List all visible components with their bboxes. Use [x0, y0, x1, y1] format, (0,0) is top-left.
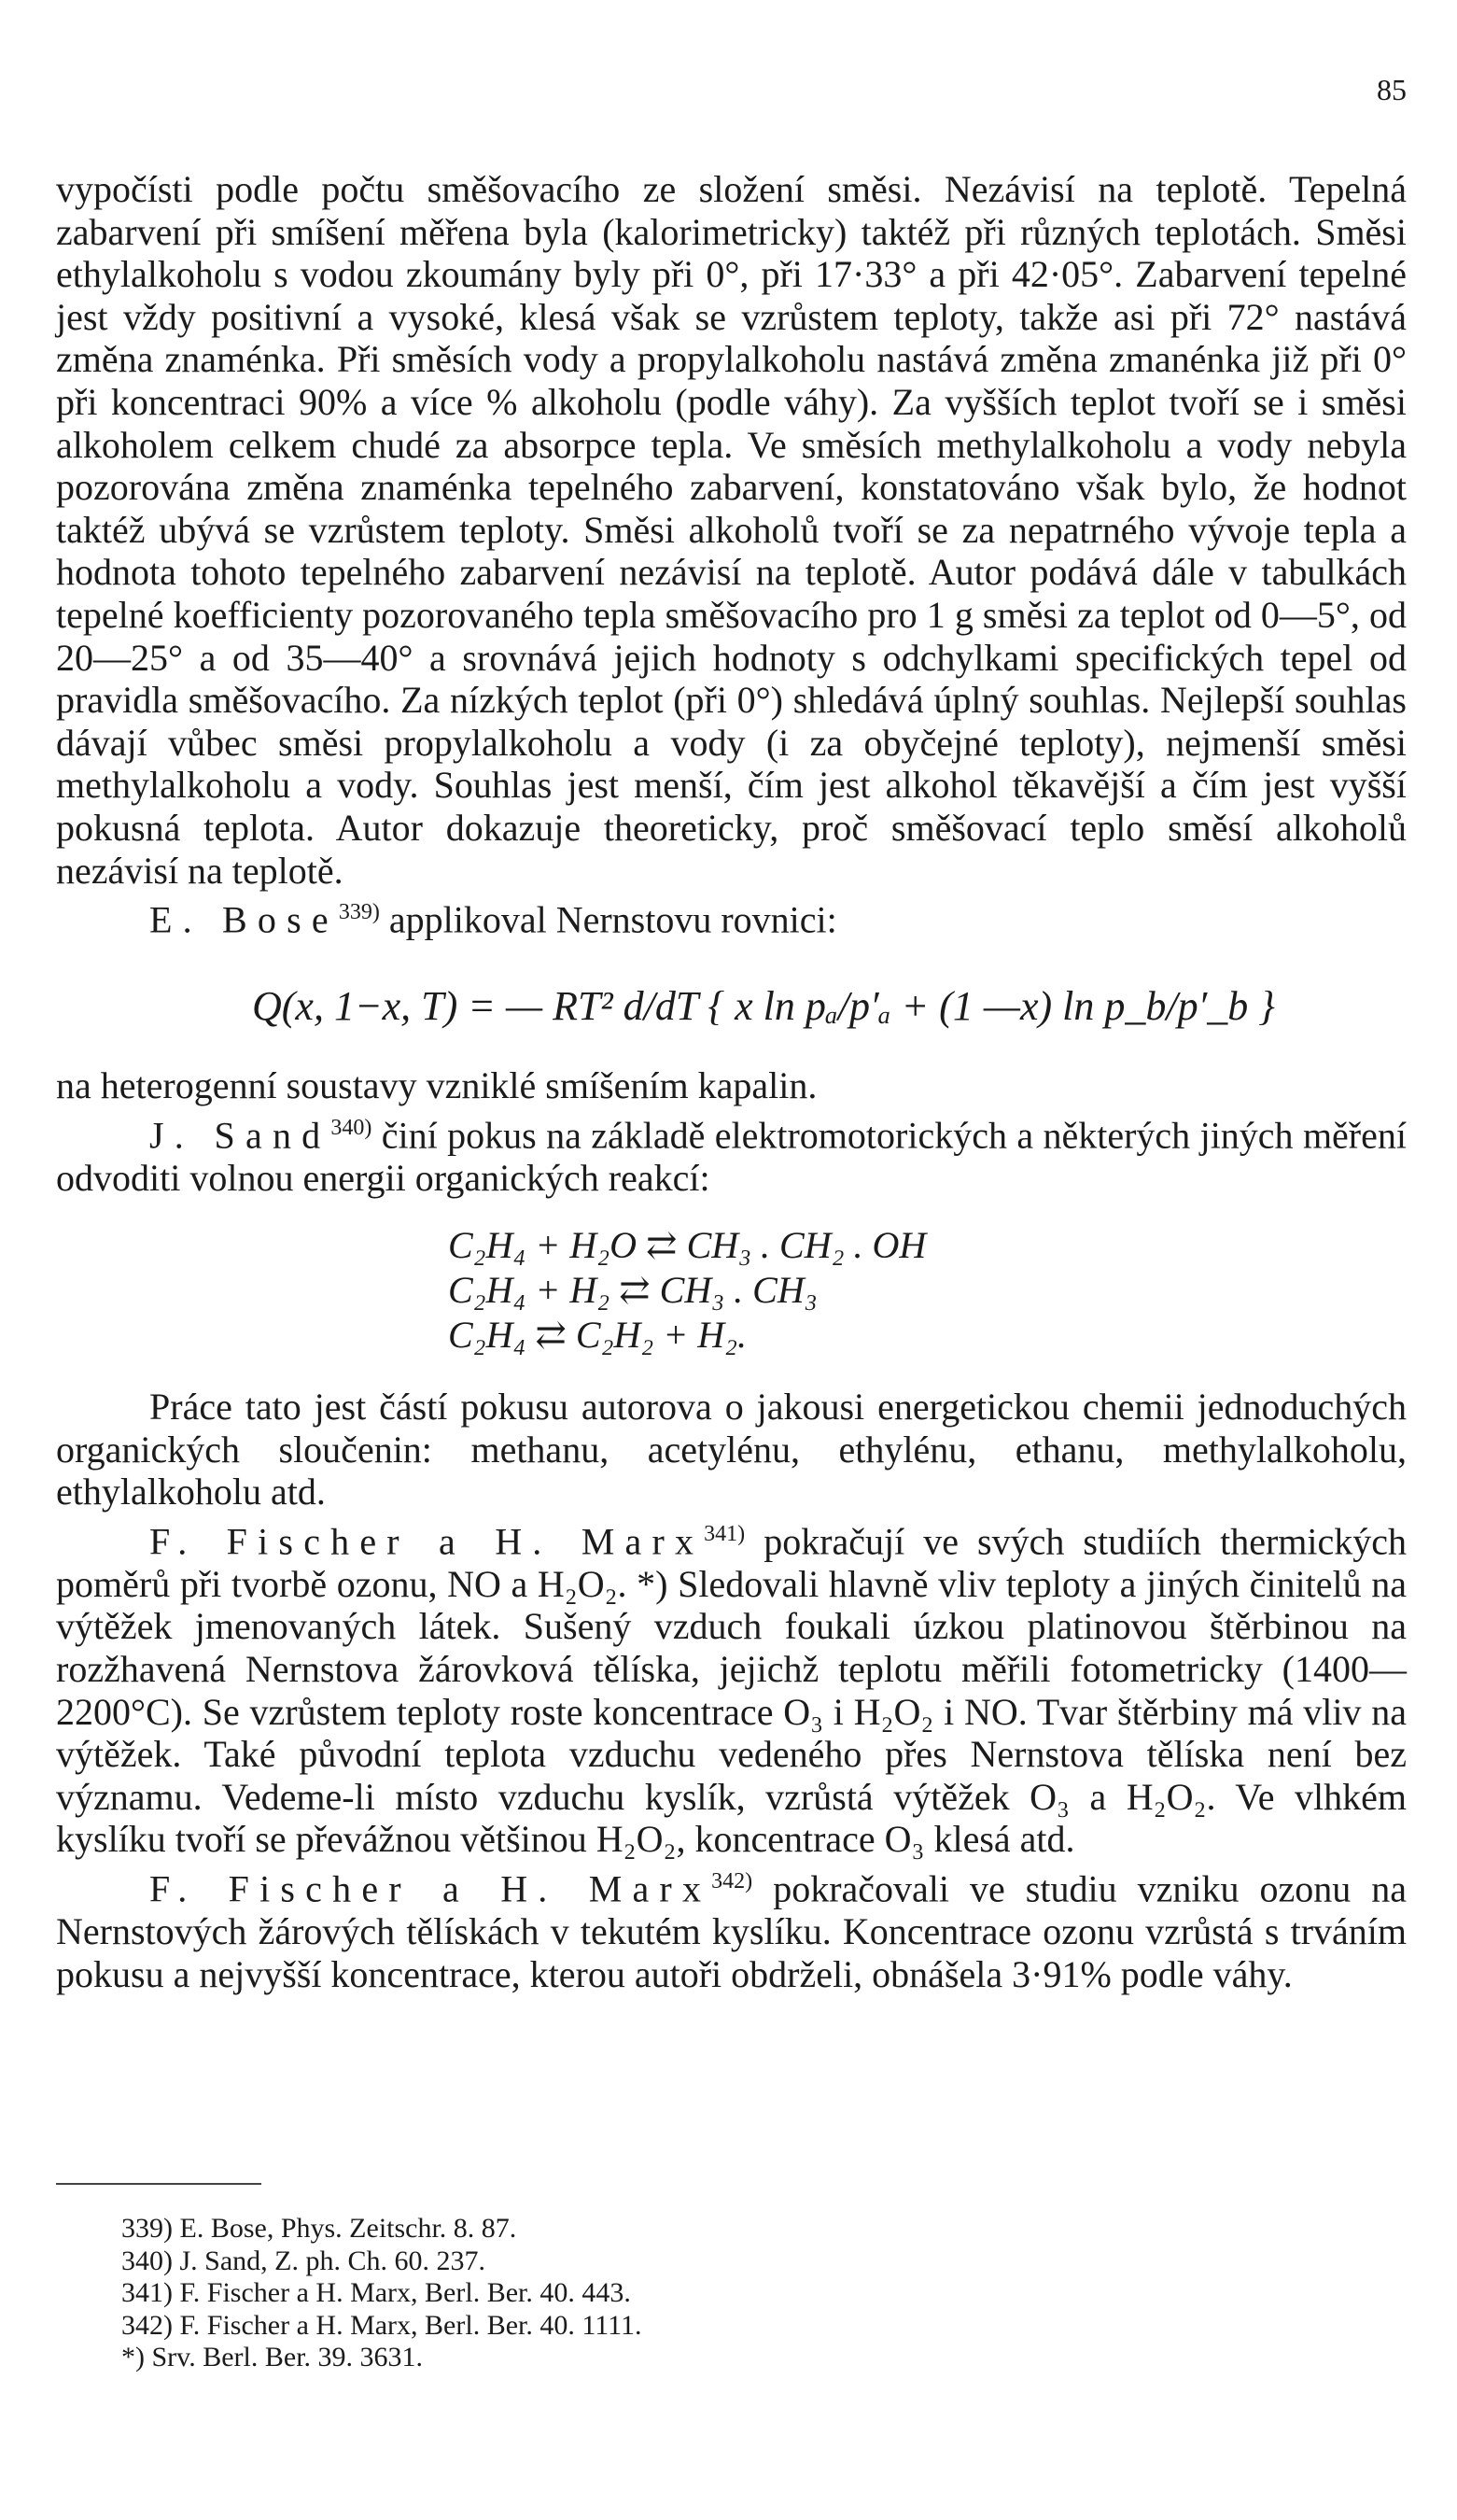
footnote: 341) F. Fischer a H. Marx, Berl. Ber. 40. 443.	[121, 2277, 631, 2308]
paragraph-energetic-chemistry: Práce tato jest částí pokusu autorova o jakousi energetickou chemii jednoduchých organických sloučenin: methanu, acetylénu, ethylénu, ethanu, methylalkoholu, ethylalkoholu atd.	[56, 1386, 1407, 1513]
paragraph-heterogeneous: na heterogenní soustavy vzniklé smíšením kapalin.	[56, 1064, 818, 1107]
paragraph-sand-text: činí pokus na základě elektromotorických a některých jiných měření odvoditi volnou energii organických reakcí:	[56, 1113, 1407, 1199]
nernst-equation: Q(x, 1−x, T) = — RT² d/dT { x ln pₐ/p′ₐ + (1 —x) ln p_b/p′_b }	[252, 983, 1275, 1030]
paragraph-fischer-marx-2	[56, 1861, 1407, 1995]
paragraph-mixing-heat: vypočísti podle počtu směšovacího ze složení směsi. Nezávisí na teplotě. Tepelná zabarvení při smíšení měřena byla (kalorimetricky) taktéž při různých teplotách. Směsi ethylalkoholu s vodou zkoumány byly při 0°, při 17·33° a při 42·05°. Zabarvení tepelné jest vždy positivní a vysoké, klesá však se vzrůstem teploty, takže asi při 72° nastává změna znaménka. Při směsích vody a propylalkoholu nastává změna zmanénka již při 0° při koncentraci 90% a více % alkoholu (podle váhy). Za vyšších teplot tvoří se i směsi alkoholem celkem chudé za absorpce tepla. Ve směsích methylalkoholu a vody nebyla pozorována změna znaménka tepelného zabarvení, konstatováno však bylo, že hodnot taktéž ubývá se vzrůstem teploty. Směsi alkoholů tvoří se za nepatrného vývoje tepla a hodnota tohoto tepelného zabarvení nezávisí na teplotě. Autor podává dále v tabulkách tepelné koefficienty pozorovaného tepla směšovacího pro 1 g směsi za teplot od 0—5°, od 20—25° a od 35—40° a srovnává jejich hodnoty s odchylkami specifických tepel od pravidla směšovacího. Za nízkých teplot (při 0°) shledává úplný souhlas. Nejlepší souhlas dávají vůbec směsi propylalkoholu a vody (i za obyčejné teploty), nejmenší směsi methylalkoholu a vody. Souhlas jest menší, čím jest alkohol těkavější a čím jest vyšší pokusná teplota. Autor dokazuje theoreticky, proč směšovací teplo směsí alkoholů nezávisí na teplotě.	[56, 168, 1407, 892]
paragraph-bose-text: applikoval Nernstovu rovnici:	[388, 898, 837, 941]
ref-340: 340)	[330, 1115, 372, 1140]
paragraph-bose	[56, 892, 1407, 941]
reaction-line: C₂H₄ + H₂ ⇄ CH₃ . CH₃	[448, 1269, 818, 1312]
paragraph-fischer-marx-2-text: pokračovali ve studiu vzniku ozonu na Nernstových žárových tělískách v tekutém kyslíku. Koncentrace ozonu vzrůstá s trváním pokusu a nejvyšší koncentrace, kterou autoři obdrželi, obnášela 3·91% podle váhy.	[56, 1867, 1408, 1995]
author-bose: E. Bose	[149, 898, 339, 941]
ref-341: 341)	[704, 1521, 746, 1546]
footnote: *) Srv. Berl. Ber. 39. 3631.	[121, 2342, 424, 2372]
ref-342: 342)	[711, 1868, 753, 1894]
reaction-line: C₂H₄ ⇄ C₂H₂ + H₂.	[448, 1314, 748, 1357]
page-number: 85	[1377, 73, 1407, 106]
reaction-line: C₂H₄ + H₂O ⇄ CH₃ . CH₂ . OH	[448, 1224, 927, 1267]
footnote: 339) E. Bose, Phys. Zeitschr. 8. 87.	[121, 2213, 517, 2244]
author-fischer-marx: F. Fischer a H. Marx	[149, 1520, 705, 1563]
author-sand: J. Sand	[149, 1113, 331, 1156]
paragraph-fischer-marx-1-text: pokračují ve svých studiích thermických poměrů při tvorbě ozonu, NO a H₂O₂. *) Sledovali hlavně vliv teploty a jiných činitelů na výtěžek jmenovaných látek. Sušený vzduch foukali úzkou platinovou štěrbinou na rozžhavená Nernstova žárovková tělíska, jejichž teplotu měřili fotometricky (1400—2200°C). Se vzrůstem teploty roste koncentrace O₃ i H₂O₂ i NO. Tvar štěrbiny má vliv na výtěžek. Také původní teplota vzduchu vedeného přes Nernstova tělíska není bez významu. Vedeme-li místo vzduchu kyslík, vzrůstá výtěžek O₃ a H₂O₂. Ve vlhkém kyslíku tvoří se převážnou většinou H₂O₂, koncentrace O₃ klesá atd.	[56, 1520, 1408, 1861]
reaction-list	[448, 1223, 1407, 1358]
author-fischer-marx: F. Fischer a H. Marx	[149, 1867, 712, 1910]
paragraph-sand	[56, 1107, 1407, 1200]
footnote-divider	[56, 2183, 261, 2185]
footnote: 342) F. Fischer a H. Marx, Berl. Ber. 40. 1111.	[121, 2309, 642, 2341]
body-text	[56, 168, 1407, 1995]
footnote: 340) J. Sand, Z. ph. Ch. 60. 237.	[121, 2245, 485, 2276]
footnotes	[121, 2213, 642, 2374]
ref-339: 339)	[338, 900, 380, 925]
paragraph-fischer-marx-1	[56, 1513, 1407, 1861]
